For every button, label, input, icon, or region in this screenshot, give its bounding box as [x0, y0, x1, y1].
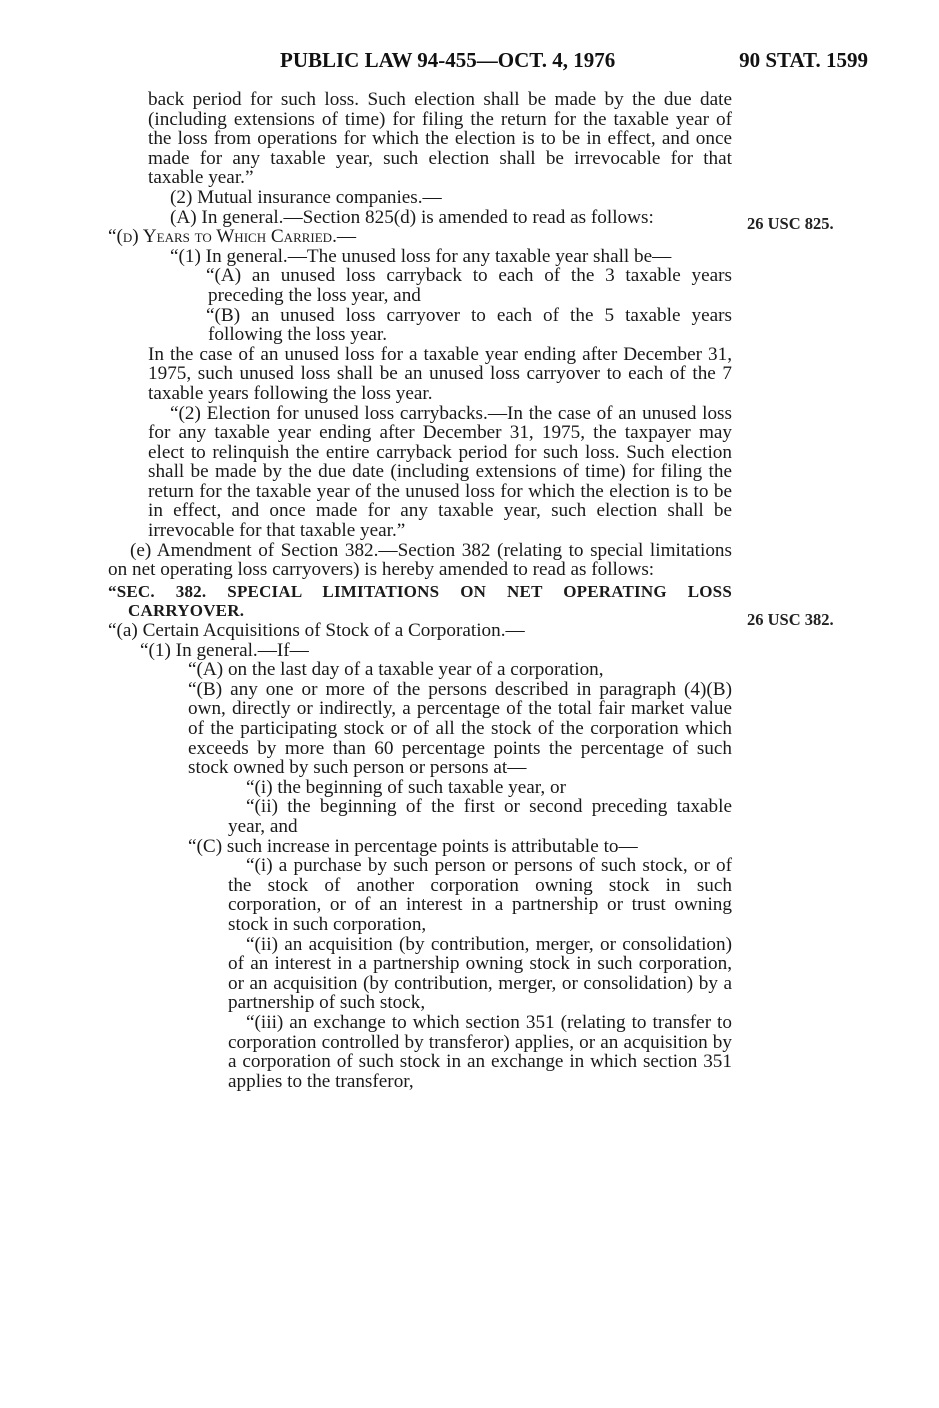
page-header	[280, 48, 880, 78]
paragraph: “(iii) an exchange to which section 351 (relating to transfer to corporation controlled by transferor) applies, or an acquisition by a corporation of such stock in an exchange in which section 351 applies to the transferor,	[228, 1011, 732, 1092]
section-heading: “SEC. 382. SPECIAL LIMITATIONS ON NET OPERATING LOSS CARRYOVER.	[108, 581, 732, 621]
paragraph: (2) Mutual insurance companies.—	[170, 186, 442, 208]
header-stat: 90 STAT. 1599	[739, 48, 868, 72]
paragraph: “(2) Election for unused loss carrybacks.—In the case of an unused loss for any taxable year ending after December 31, 1975, the taxpayer may elect to relinquish the entire carryback period for such loss. Such election shall be made by the due date (including extensions of time) for filing the return for the taxable year of the unused loss for which the election is to be in effect, and once made for any taxable year, such election shall be irrevocable for that taxable year.”	[148, 402, 732, 542]
paragraph: (A) In general.—Section 825(d) is amended to read as follows:	[170, 206, 654, 228]
paragraph: “(B) an unused loss carryover to each of the 5 taxable years following the loss year.	[206, 304, 732, 346]
paragraph: (e) Amendment of Section 382.—Section 382 (relating to special limitations on net operating loss carryovers) is hereby amended to read as follows:	[108, 539, 732, 581]
paragraph: “(1) In general.—The unused loss for any taxable year shall be—	[170, 245, 672, 267]
paragraph: “(i) a purchase by such person or persons of such stock, or of the stock of another corporation owning stock in such corporation, or of an interest in a partnership or trust owning stock in such corporation,	[228, 855, 732, 935]
margin-note-382: 26 USC 382.	[747, 610, 834, 629]
paragraph: “(ii) an acquisition (by contribution, merger, or consolidation) of an interest in a partnership owning stock in such corporation, or an acquisition (by contribution, merger, or consolidation) by a partnership of such stock,	[228, 933, 732, 1014]
paragraph: “(ii) the beginning of the first or second preceding taxable year, and	[228, 796, 732, 837]
margin-note-825: 26 USC 825.	[747, 214, 834, 233]
paragraph: back period for such loss. Such election shall be made by the due date (including extensions of time) for filing the return for the taxable year of the loss from operations for which the election is to be in effect, and once made for any taxable year, such election shall be irrevocable for that taxable year.”	[148, 89, 732, 189]
paragraph: “(1) In general.—If—	[140, 639, 309, 661]
paragraph: In the case of an unused loss for a taxable year ending after December 31, 1975, such unused loss shall be an unused loss carryover to each of the 7 taxable years following the loss year.	[148, 343, 732, 404]
paragraph: “(A) on the last day of a taxable year of a corporation,	[188, 659, 604, 681]
paragraph: “(i) the beginning of such taxable year, or	[246, 776, 566, 798]
header-title: PUBLIC LAW 94-455—OCT. 4, 1976	[280, 48, 616, 72]
paragraph: “(a) Certain Acquisitions of Stock of a Corporation.—	[108, 620, 525, 642]
paragraph: “(B) any one or more of the persons described in paragraph (4)(B) own, directly or indirectly, a percentage of the total fair market value of the participating stock or of all the stock of the corporation which exceeds by more than 60 percentage points the percentage of such stock owned by such person or persons at—	[188, 678, 732, 779]
paragraph: “(C) such increase in percentage points is attributable to—	[188, 835, 638, 857]
paragraph: “(A) an unused loss carryback to each of the 3 taxable years preceding the loss year, and	[206, 265, 732, 306]
body-text	[108, 90, 732, 1091]
paragraph: “(d) Years to Which Carried.—	[108, 226, 357, 248]
